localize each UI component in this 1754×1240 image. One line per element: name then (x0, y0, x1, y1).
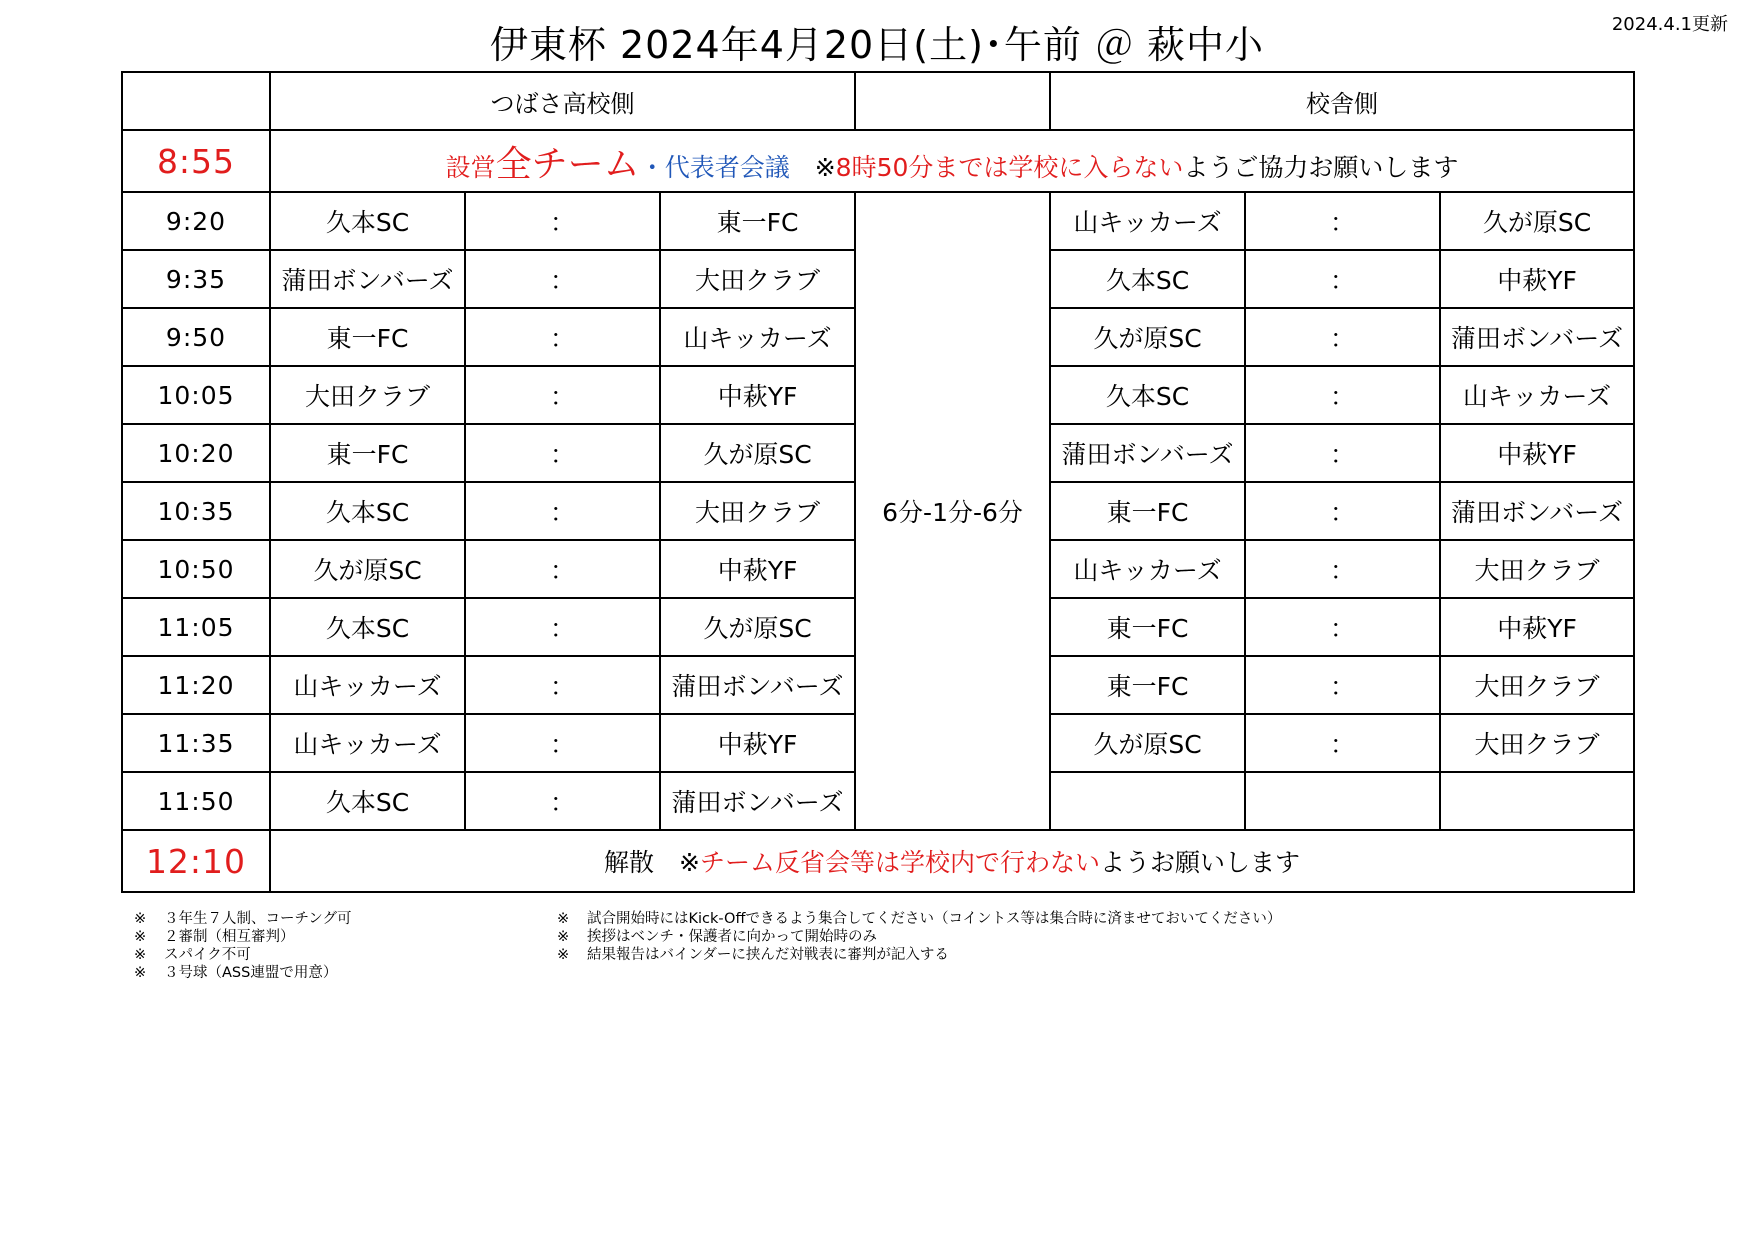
pitch-a-separator: ： (465, 598, 660, 656)
match-time: 11:05 (122, 598, 270, 656)
pitch-b-home-team: 東一FC (1050, 598, 1245, 656)
pitch-b-separator: ： (1245, 192, 1440, 250)
pitch-b-away-team: 久が原SC (1440, 192, 1634, 250)
closing-notice (270, 830, 1634, 892)
opening-time: 8:55 (122, 130, 270, 192)
note-text: ２審制（相互審判） (164, 929, 295, 945)
match-time: 10:35 (122, 482, 270, 540)
note-mark: ※ (557, 929, 570, 945)
pitch-a-separator: ： (465, 366, 660, 424)
pitch-a-separator: ： (465, 250, 660, 308)
note-item (134, 910, 351, 928)
pitch-a-separator: ： (465, 192, 660, 250)
opening-meeting: ・代表者会議 (639, 152, 790, 182)
header-pitch-a: つばさ高校側 (270, 72, 855, 130)
pitch-b-separator: ： (1245, 598, 1440, 656)
pitch-a-home-team: 蒲田ボンバーズ (270, 250, 465, 308)
pitch-b-separator: ： (1245, 656, 1440, 714)
page-title: 伊東杯 2024年4月20日(土)･午前 ＠ 萩中小 (489, 23, 1265, 67)
note-text: ３号球（ASS連盟で用意） (164, 965, 338, 981)
note-text: スパイク不可 (164, 947, 251, 963)
updated-date: 2024.4.1更新 (1611, 14, 1728, 35)
pitch-a-away-team: 中萩YF (660, 540, 855, 598)
pitch-b-separator: ： (1245, 482, 1440, 540)
pitch-a-home-team: 久本SC (270, 598, 465, 656)
pitch-b-away-team: 中萩YF (1440, 250, 1634, 308)
match-time: 9:20 (122, 192, 270, 250)
pitch-a-home-team: 東一FC (270, 424, 465, 482)
note-text: 挨拶はベンチ・保護者に向かって開始時のみ (587, 929, 877, 945)
note-text: 結果報告はバインダーに挟んだ対戦表に審判が記入する (587, 947, 949, 963)
match-duration: 6分-1分-6分 (855, 192, 1050, 830)
pitch-a-home-team: 久本SC (270, 482, 465, 540)
pitch-a-home-team: 山キッカーズ (270, 656, 465, 714)
note-mark: ※ (134, 911, 147, 927)
pitch-a-away-team: 大田クラブ (660, 482, 855, 540)
pitch-b-away-team: 中萩YF (1440, 598, 1634, 656)
pitch-b-home-team: 久が原SC (1050, 308, 1245, 366)
pitch-a-home-team: 久本SC (270, 772, 465, 830)
pitch-a-separator: ： (465, 772, 660, 830)
pitch-a-away-team: 蒲田ボンバーズ (660, 772, 855, 830)
pitch-a-separator: ： (465, 308, 660, 366)
pitch-b-separator: ： (1245, 366, 1440, 424)
pitch-b-home-team: 久本SC (1050, 250, 1245, 308)
header-row (122, 72, 1634, 130)
pitch-a-home-team: 東一FC (270, 308, 465, 366)
opening-mark: ※ (814, 152, 836, 182)
pitch-a-separator: ： (465, 540, 660, 598)
pitch-b-home-team: 山キッカーズ (1050, 540, 1245, 598)
header-mid-blank (855, 72, 1050, 130)
pitch-a-away-team: 中萩YF (660, 366, 855, 424)
match-time: 10:05 (122, 366, 270, 424)
opening-row (122, 130, 1634, 192)
pitch-b-separator: ： (1245, 540, 1440, 598)
match-time: 9:50 (122, 308, 270, 366)
pitch-b-home-team: 蒲田ボンバーズ (1050, 424, 1245, 482)
pitch-a-home-team: 山キッカーズ (270, 714, 465, 772)
pitch-a-away-team: 久が原SC (660, 424, 855, 482)
header-pitch-b: 校舎側 (1050, 72, 1634, 130)
note-mark: ※ (557, 947, 570, 963)
note-item (134, 964, 351, 982)
note-item (557, 910, 1281, 928)
pitch-b-away-team: 中萩YF (1440, 424, 1634, 482)
pitch-b-home-team: 久が原SC (1050, 714, 1245, 772)
notes-left (134, 910, 351, 982)
match-time: 11:35 (122, 714, 270, 772)
pitch-a-separator: ： (465, 482, 660, 540)
pitch-b-separator (1245, 772, 1440, 830)
opening-setup: 設営 (445, 152, 496, 182)
opening-request: ようご協力お願いします (1183, 152, 1459, 182)
opening-all-teams: 全チーム (495, 143, 640, 185)
note-item (134, 946, 351, 964)
pitch-a-separator: ： (465, 714, 660, 772)
match-time: 11:50 (122, 772, 270, 830)
note-text: ３年生７人制、コーチング可 (164, 911, 352, 927)
pitch-b-home-team: 東一FC (1050, 482, 1245, 540)
pitch-b-away-team: 山キッカーズ (1440, 366, 1634, 424)
pitch-a-away-team: 山キッカーズ (660, 308, 855, 366)
pitch-b-away-team (1440, 772, 1634, 830)
pitch-b-away-team: 大田クラブ (1440, 656, 1634, 714)
pitch-b-separator: ： (1245, 424, 1440, 482)
pitch-a-away-team: 蒲田ボンバーズ (660, 656, 855, 714)
closing-warning: チーム反省会等は学校内で行わない (699, 848, 1100, 877)
match-time: 10:20 (122, 424, 270, 482)
pitch-b-away-team: 蒲田ボンバーズ (1440, 308, 1634, 366)
match-time: 9:35 (122, 250, 270, 308)
pitch-a-separator: ： (465, 424, 660, 482)
closing-time: 12:10 (122, 830, 270, 892)
pitch-b-separator: ： (1245, 250, 1440, 308)
note-item (134, 928, 351, 946)
pitch-b-away-team: 大田クラブ (1440, 714, 1634, 772)
opening-notice (270, 130, 1634, 192)
pitch-b-home-team: 東一FC (1050, 656, 1245, 714)
match-time: 10:50 (122, 540, 270, 598)
note-text: 試合開始時にはKick-Offできるよう集合してください（コイントス等は集合時に済ませておいてください） (587, 911, 1282, 927)
schedule-table (121, 71, 1635, 893)
opening-warning: 8時50分までは学校に入らない (835, 152, 1184, 182)
pitch-a-away-team: 久が原SC (660, 598, 855, 656)
pitch-b-home-team: 山キッカーズ (1050, 192, 1245, 250)
pitch-a-home-team: 大田クラブ (270, 366, 465, 424)
header-blank (122, 72, 270, 130)
closing-request: ようお願いします (1100, 848, 1301, 877)
pitch-a-home-team: 久本SC (270, 192, 465, 250)
pitch-b-separator: ： (1245, 714, 1440, 772)
note-mark: ※ (134, 929, 147, 945)
pitch-a-away-team: 東一FC (660, 192, 855, 250)
pitch-b-home-team: 久本SC (1050, 366, 1245, 424)
pitch-b-home-team (1050, 772, 1245, 830)
note-mark: ※ (134, 947, 147, 963)
notes-right (557, 910, 1281, 964)
pitch-b-away-team: 蒲田ボンバーズ (1440, 482, 1634, 540)
pitch-b-separator: ： (1245, 308, 1440, 366)
match-time: 11:20 (122, 656, 270, 714)
pitch-a-away-team: 中萩YF (660, 714, 855, 772)
note-item (557, 946, 1281, 964)
pitch-b-away-team: 大田クラブ (1440, 540, 1634, 598)
note-mark: ※ (557, 911, 570, 927)
match-row (122, 192, 1634, 250)
closing-dismiss: 解散 ※ (604, 848, 700, 877)
pitch-a-away-team: 大田クラブ (660, 250, 855, 308)
pitch-a-separator: ： (465, 656, 660, 714)
closing-row (122, 830, 1634, 892)
pitch-a-home-team: 久が原SC (270, 540, 465, 598)
note-item (557, 928, 1281, 946)
note-mark: ※ (134, 965, 147, 981)
